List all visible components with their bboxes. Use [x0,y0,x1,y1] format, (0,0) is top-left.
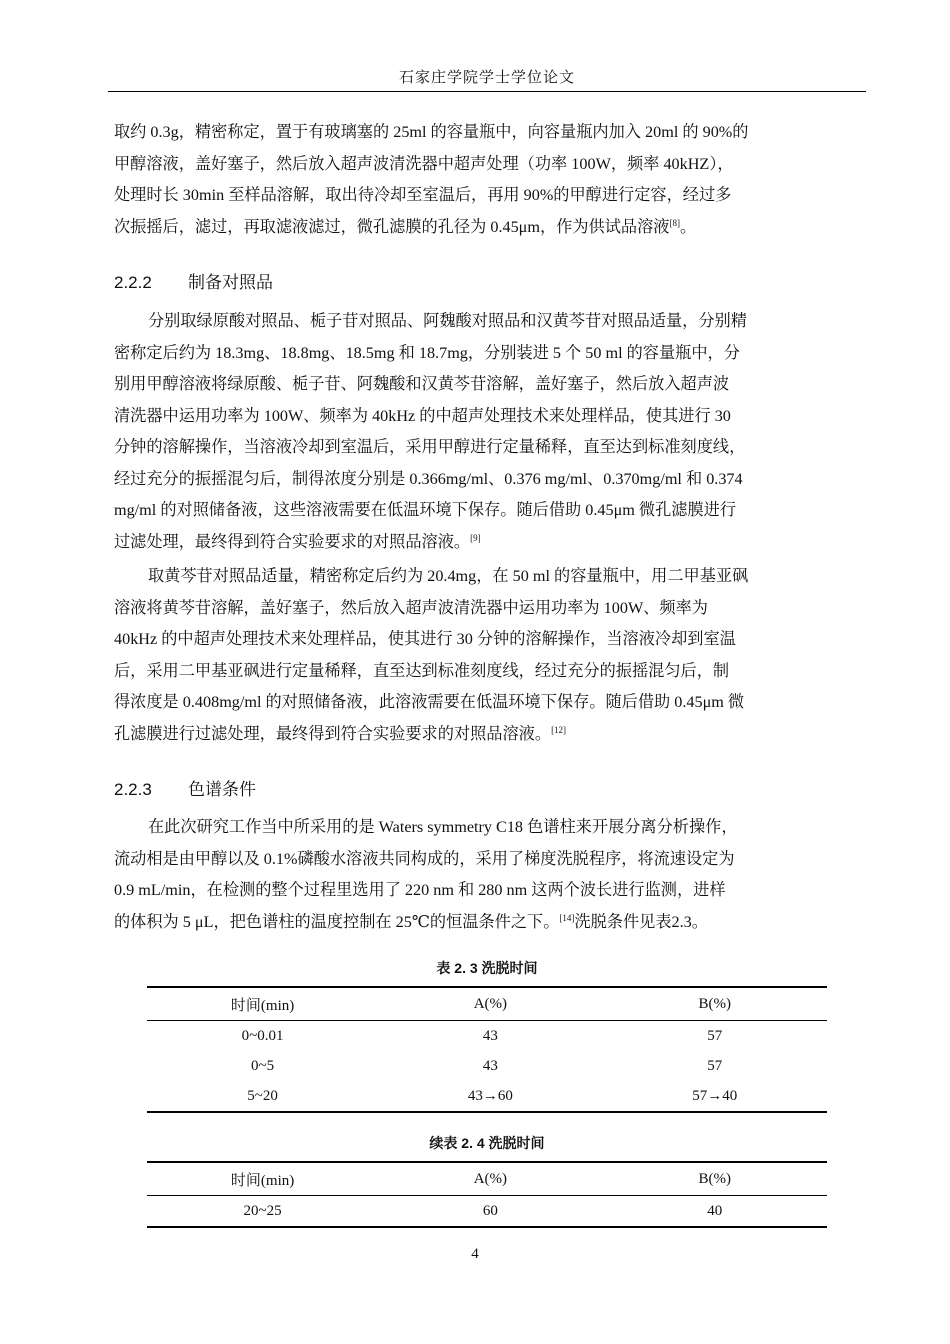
column-header: A(%) [378,987,602,1021]
text-line: 取约 0.3g，精密称定，置于有玻璃塞的 25ml 的容量瓶中，向容量瓶内加入 20ml 的 90%的 [114,123,749,141]
citation: [8] [669,217,680,228]
citation: [14] [559,912,575,923]
page-number: 4 [471,1246,479,1262]
text-line: 过滤处理，最终得到符合实验要求的对照品溶液。 [114,532,471,551]
section-number: 2.2.2 [114,273,152,292]
text-line: 别用甲醇溶液将绿原酸、栀子苷、阿魏酸和汉黄芩苷溶解，盖好塞子，然后放入超声波 [114,375,730,393]
paragraph-reference-standards [114,306,858,558]
section-heading-2-2-3 [114,775,256,800]
text-line: 甲醇溶液，盖好塞子，然后放入超声波清洗器中超声处理（功率 100W，频率 40kHZ）， [114,154,734,173]
table-cell: 60 [378,1196,602,1228]
column-header: 时间(min) [147,1162,378,1196]
text-line: 得浓度是 0.408mg/ml 的对照储备液，此溶液需要在低温环境下保存。随后借助 0.45μm 微 [114,693,745,711]
text-line: 取黄芩苷对照品适量，精密称定后约为 20.4mg，在 50 ml 的容量瓶中，用二甲基亚砜 [148,567,749,585]
text-line: 0.9 mL/min，在检测的整个过程里选用了 220 nm 和 280 nm 这两个波长进行监测，进样 [114,881,726,899]
table-cell: 5~20 [147,1081,378,1112]
table-cell: 40 [603,1196,827,1228]
table-header-row [147,1162,827,1196]
table-header-row [147,987,827,1021]
paragraph-sample-solution [114,117,858,243]
text-line: 的体积为 5 μL，把色谱柱的温度控制在 25℃的恒温条件之下。 [114,912,560,931]
table-row [147,1051,827,1081]
table-cell: 43 [482,1027,498,1044]
table-caption-continued: 续表 2. 4 洗脱时间 [429,1135,545,1151]
paragraph-chromatography-conditions [114,812,858,938]
section-number: 2.2.3 [114,780,152,799]
paragraph-baicalin-standard [114,561,858,750]
table-row [147,1021,827,1052]
citation: [9] [470,532,481,543]
elution-table [147,986,827,1113]
section-heading-2-2-2 [114,268,273,293]
text-line: 经过充分的振摇混匀后，制得浓度分别是 0.366mg/ml、0.376 mg/ml、0.370mg/ml 和 0.374 [114,469,743,488]
column-header: B(%) [603,1162,827,1196]
citation: [12] [551,724,567,735]
page-header: 石家庄学院学士学位论文 [108,66,866,92]
table-cell: 43 [482,1057,498,1074]
text-line: 溶液将黄芩苷溶解，盖好塞子，然后放入超声波清洗器中运用功率为 100W、频率为 [114,598,708,617]
table-cell: 0~0.01 [241,1027,284,1044]
text-line: 处理时长 30min 至样品溶解，取出待冷却至室温后，再用 90%的甲醇进行定容，经过多 [114,186,732,204]
column-header: 时间(min) [147,987,378,1021]
text-line: 后，采用二甲基亚砜进行定量稀释，直至达到标准刻度线，经过充分的振摇混匀后，制 [114,661,730,680]
text-line: 在此次研究工作当中所采用的是 Waters symmetry C18 色谱柱来开展分离分析操作， [148,818,738,836]
table-cell: 43→60 [378,1081,602,1112]
table-cell: 57 [707,1027,723,1044]
table-caption: 表 2. 3 洗脱时间 [436,960,538,976]
text-line: 清洗器中运用功率为 100W、频率为 40kHz 的中超声处理技术来处理样品，使其进行 30 [114,406,731,425]
text-line: mg/ml 的对照储备液，这些溶液需要在低温环境下保存。随后借助 0.45μm 微孔滤膜进行 [114,501,737,519]
table-cell: 57→40 [603,1081,827,1112]
text-line: 流动相是由甲醇以及 0.1%磷酸水溶液共同构成的，采用了梯度洗脱程序，将流速设定为 [114,849,735,868]
table-row [147,1081,827,1112]
text-line: 孔滤膜进行过滤处理，最终得到符合实验要求的对照品溶液。 [114,724,552,743]
text-line: 次振摇后，滤过，再取滤液滤过，微孔滤膜的孔径为 0.45μm，作为供试品溶液 [114,217,670,236]
table-cell: 0~5 [251,1057,275,1074]
text-line: 密称定后约为 18.3mg、18.8mg、18.5mg 和 18.7mg，分别装进 5 个 50 ml 的容量瓶中，分 [114,343,740,362]
table-row [147,1196,827,1228]
text-line: 洗脱条件见表2.3。 [574,912,708,931]
column-header: A(%) [378,1162,602,1196]
text-line: 。 [679,217,697,236]
section-title: 色谱条件 [188,780,256,799]
text-line: 分钟的溶解操作，当溶液冷却到室温后，采用甲醇进行定量稀释，直至达到标准刻度线， [114,438,746,456]
table-cell: 57 [707,1057,723,1074]
text-line: 40kHz 的中超声处理技术来处理样品，使其进行 30 分钟的溶解操作，当溶液冷却到室温 [114,630,736,648]
table-cell: 20~25 [147,1196,378,1228]
elution-table-continued [147,1161,827,1228]
section-title: 制备对照品 [188,273,273,292]
column-header: B(%) [603,987,827,1021]
text-line: 分别取绿原酸对照品、栀子苷对照品、阿魏酸对照品和汉黄芩苷对照品适量，分别精 [148,312,747,330]
